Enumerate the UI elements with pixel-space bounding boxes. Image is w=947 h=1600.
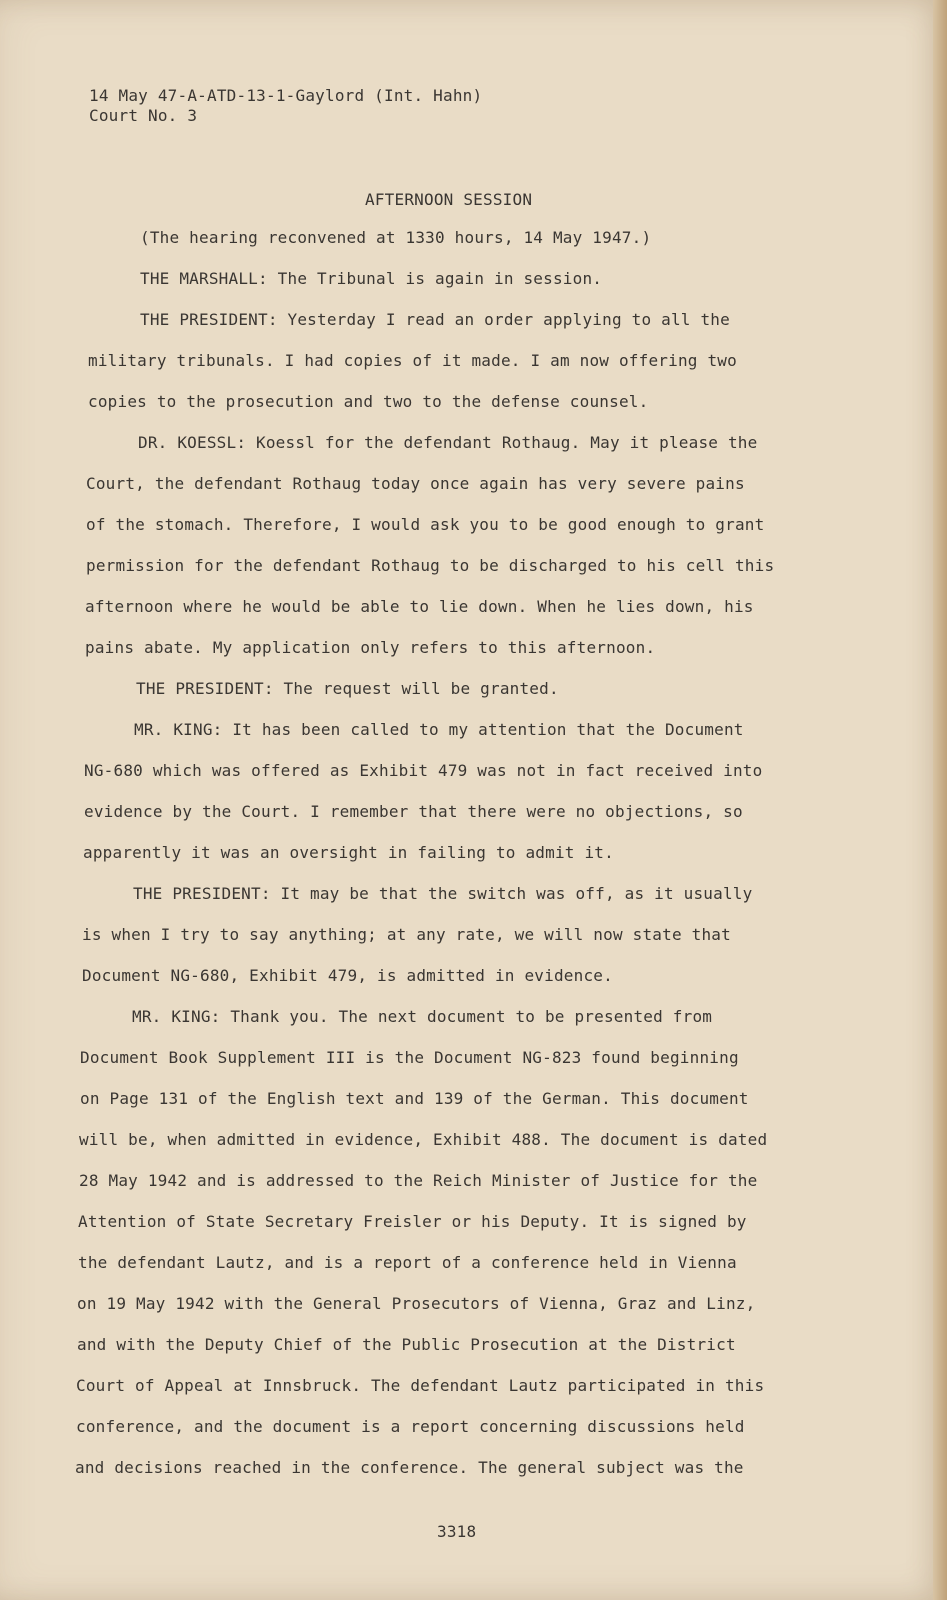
transcript-line: Document NG-680, Exhibit 479, is admitted in evidence. [82, 966, 613, 985]
paper-edge [933, 0, 947, 1600]
transcript-line: MR. KING: It has been called to my attention that the Document [134, 720, 744, 739]
transcript-line: and decisions reached in the conference. The general subject was the [75, 1458, 744, 1477]
transcript-line: pains abate. My application only refers to this afternoon. [85, 638, 656, 657]
transcript-line: is when I try to say anything; at any rate, we will now state that [82, 925, 731, 944]
header-case-line: 14 May 47-A-ATD-13-1-Gaylord (Int. Hahn) [89, 86, 483, 105]
page-number: 3318 [437, 1522, 477, 1541]
transcript-line: THE PRESIDENT: The request will be granted. [136, 679, 559, 698]
transcript-line: conference, and the document is a report concerning discussions held [76, 1417, 745, 1436]
transcript-line: evidence by the Court. I remember that there were no objections, so [84, 802, 743, 821]
transcript-line: copies to the prosecution and two to the defense counsel. [88, 392, 649, 411]
transcript-line: will be, when admitted in evidence, Exhibit 488. The document is dated [79, 1130, 768, 1149]
transcript-line: MR. KING: Thank you. The next document to be presented from [132, 1007, 713, 1026]
transcript-line: Attention of State Secretary Freisler or his Deputy. It is signed by [78, 1212, 747, 1231]
transcript-line: 28 May 1942 and is addressed to the Reich Minister of Justice for the [79, 1171, 758, 1190]
transcript-line: Document Book Supplement III is the Document NG-823 found beginning [80, 1048, 739, 1067]
transcript-line: NG-680 which was offered as Exhibit 479 was not in fact received into [84, 761, 763, 780]
header-court-line: Court No. 3 [89, 106, 198, 125]
transcript-line: on Page 131 of the English text and 139 of the German. This document [80, 1089, 749, 1108]
transcript-line: on 19 May 1942 with the General Prosecutors of Vienna, Graz and Linz, [77, 1294, 756, 1313]
transcript-line: Court, the defendant Rothaug today once again has very severe pains [86, 474, 745, 493]
transcript-line: military tribunals. I had copies of it made. I am now offering two [88, 351, 737, 370]
transcript-line: Court of Appeal at Innsbruck. The defendant Lautz participated in this [76, 1376, 765, 1395]
transcript-line: afternoon where he would be able to lie down. When he lies down, his [85, 597, 754, 616]
transcript-line: THE PRESIDENT: Yesterday I read an order applying to all the [140, 310, 730, 329]
transcript-line: the defendant Lautz, and is a report of a conference held in Vienna [78, 1253, 737, 1272]
transcript-line: THE MARSHALL: The Tribunal is again in session. [140, 269, 603, 288]
transcript-line: (The hearing reconvened at 1330 hours, 14 May 1947.) [140, 228, 652, 247]
transcript-line: of the stomach. Therefore, I would ask you to be good enough to grant [86, 515, 765, 534]
transcript-line: permission for the defendant Rothaug to be discharged to his cell this [86, 556, 775, 575]
session-title: AFTERNOON SESSION [365, 190, 533, 209]
transcript-line: and with the Deputy Chief of the Public Prosecution at the District [77, 1335, 736, 1354]
transcript-line: DR. KOESSL: Koessl for the defendant Rothaug. May it please the [138, 433, 758, 452]
transcript-line: THE PRESIDENT: It may be that the switch was off, as it usually [133, 884, 753, 903]
transcript-line: apparently it was an oversight in failing to admit it. [83, 843, 614, 862]
